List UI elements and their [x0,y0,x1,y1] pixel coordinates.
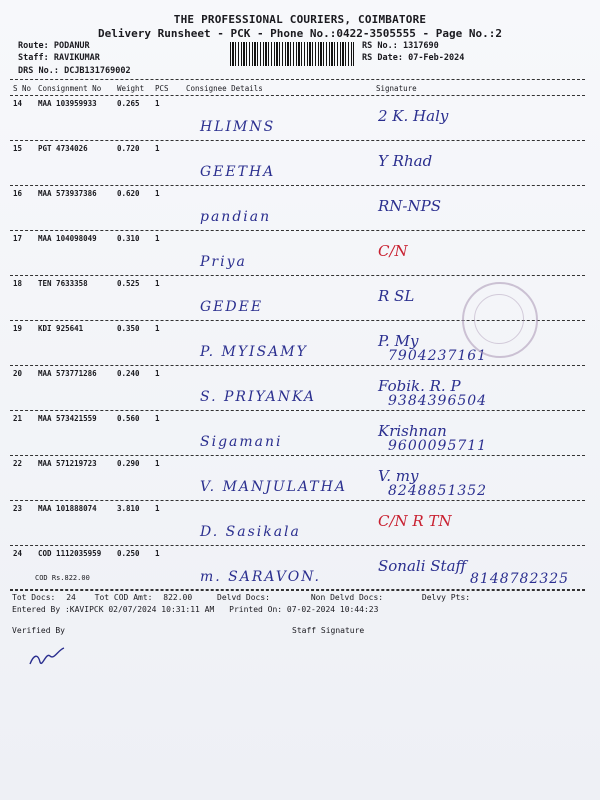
rs-date-info [362,53,464,63]
col-signature: Signature [376,84,417,93]
row-pcs: 1 [155,504,160,513]
row-weight: 0.250 [117,549,140,558]
drs-label: DRS No.: [18,66,59,76]
row-consignment-no: COD 1112035959 [38,549,102,558]
drs-info [18,66,131,76]
totals-line [12,593,470,602]
row-signature: C/N R TN [378,512,452,530]
row-pcs: 1 [155,99,160,108]
tot-docs-value: 24 [66,593,76,602]
row-divider [10,500,585,501]
row-signature: Fobik. R. P [378,377,461,395]
verifier-signature [28,644,68,670]
row-consignment-no: MAA 104098049 [38,234,97,243]
row-sno: 17 [13,234,23,243]
staff-label: Staff: [18,53,49,63]
row-signature: 2 K. Haly [378,107,449,125]
header-rule-bottom [10,95,585,96]
row-pcs: 1 [155,549,160,558]
row-sno: 16 [13,189,23,198]
row-pcs: 1 [155,459,160,468]
row-weight: 0.310 [117,234,140,243]
row-signature: P. My [378,332,419,350]
tot-docs-label: Tot Docs: [12,593,56,602]
row-consignee-handwritten: m. SARAVON. [200,569,321,585]
row-consignee-handwritten: S. PRIYANKA [200,389,317,405]
row-divider [10,455,585,456]
route-label: Route: [18,41,49,51]
rs-date-label: RS Date: [362,53,403,63]
staff-signature-label: Staff Signature [292,626,365,635]
delivery-stamp [462,282,538,358]
row-consignee-handwritten: HLIMNS [200,119,276,135]
row-weight: 0.350 [117,324,140,333]
row-weight: 0.240 [117,369,140,378]
rs-date-value: 07-Feb-2024 [408,53,465,63]
row-consignee-handwritten: Sigamani [200,434,283,450]
row-sno: 23 [13,504,23,513]
row-phone-handwritten: 8148782325 [470,571,570,587]
row-consignment-no: MAA 101888074 [38,504,97,513]
row-signature: R SL [378,287,415,305]
row-consignee-handwritten: P. MYISAMY [200,344,308,360]
row-phone-handwritten: 7904237161 [388,348,488,364]
row-consignment-no: MAA 573937386 [38,189,97,198]
row-sno: 18 [13,279,23,288]
non-delvd-docs-label: Non Delvd Docs: [310,593,384,602]
row-weight: 0.720 [117,144,140,153]
route-info [18,41,90,51]
printed-on: Printed On: 07-02-2024 10:44:23 [229,605,379,614]
staff-value: RAVIKUMAR [53,53,100,63]
row-sno: 22 [13,459,23,468]
row-pcs: 1 [155,144,160,153]
row-consignment-no: MAA 571219723 [38,459,97,468]
row-divider [10,410,585,411]
rs-no-info [362,41,439,51]
row-sno: 24 [13,549,23,558]
row-pcs: 1 [155,369,160,378]
verified-by-label: Verified By [12,626,65,635]
row-weight: 0.525 [117,279,140,288]
barcode-image [230,42,354,66]
route-value: PODANUR [53,41,90,51]
row-consignment-no: MAA 573771286 [38,369,97,378]
delvy-pts-label: Delvy Pts: [421,593,471,602]
row-consignment-no: TEN 7633358 [38,279,88,288]
row-signature: Y Rhad [378,152,433,170]
tot-cod-value: 822.00 [163,593,193,602]
row-consignment-no: PGT 4734026 [38,144,88,153]
row-signature: RN-NPS [378,197,441,215]
row-consignee-handwritten: GEDEE [200,299,264,315]
row-signature: C/N [378,242,408,260]
entry-line [12,605,378,614]
row-sno: 19 [13,324,23,333]
company-title: THE PROFESSIONAL COURIERS, COIMBATORE [173,13,427,26]
row-weight: 0.560 [117,414,140,423]
row-sno: 21 [13,414,23,423]
col-consignment: Consignment No [38,84,102,93]
row-sno: 20 [13,369,23,378]
row-divider [10,140,585,141]
col-consignee: Consignee Details [186,84,263,93]
row-consignee-handwritten: Priya [200,254,247,270]
row-divider [10,230,585,231]
col-pcs: PCS [155,84,169,93]
staff-info [18,53,100,63]
row-divider [10,545,585,546]
totals-rule [10,589,585,590]
delvd-docs-label: Delvd Docs: [217,593,270,602]
rs-no-label: RS No.: [362,41,398,51]
row-weight: 0.265 [117,99,140,108]
entered-by: Entered By :KAVIPCK 02/07/2024 10:31:11 AM [12,605,215,614]
row-weight: 3.810 [117,504,140,513]
row-consignment-no: MAA 573421559 [38,414,97,423]
row-phone-handwritten: 9384396504 [388,393,488,409]
rs-no-value: 1317690 [402,41,439,51]
cod-note: COD Rs.822.00 [35,574,90,582]
row-consignee-handwritten: GEETHA [200,164,276,180]
row-weight: 0.290 [117,459,140,468]
row-sno: 14 [13,99,23,108]
row-divider [10,365,585,366]
row-signature: V. my [378,467,419,485]
row-divider [10,590,585,591]
row-pcs: 1 [155,234,160,243]
row-sno: 15 [13,144,23,153]
row-consignee-handwritten: V. MANJULATHA [200,479,347,495]
row-weight: 0.620 [117,189,140,198]
row-signature: Sonali Staff [378,557,467,575]
col-sno: S No [13,84,32,93]
header-rule-top [10,79,585,80]
row-pcs: 1 [155,279,160,288]
runsheet-subtitle: Delivery Runsheet - PCK - Phone No.:0422-3505555 - Page No.:2 [98,27,502,40]
row-consignment-no: KDI 925641 [38,324,84,333]
drs-value: DCJB131769002 [64,66,131,76]
row-consignee-handwritten: D. Sasikala [200,524,301,540]
row-signature: Krishnan [378,422,447,440]
row-divider [10,275,585,276]
row-pcs: 1 [155,414,160,423]
row-pcs: 1 [155,189,160,198]
row-pcs: 1 [155,324,160,333]
row-phone-handwritten: 8248851352 [388,483,488,499]
row-phone-handwritten: 9600095711 [388,438,488,454]
row-consignee-handwritten: pandian [200,209,272,225]
tot-cod-label: Tot COD Amt: [94,593,153,602]
row-consignment-no: MAA 103959933 [38,99,97,108]
col-weight: Weight [117,84,145,93]
row-divider [10,185,585,186]
